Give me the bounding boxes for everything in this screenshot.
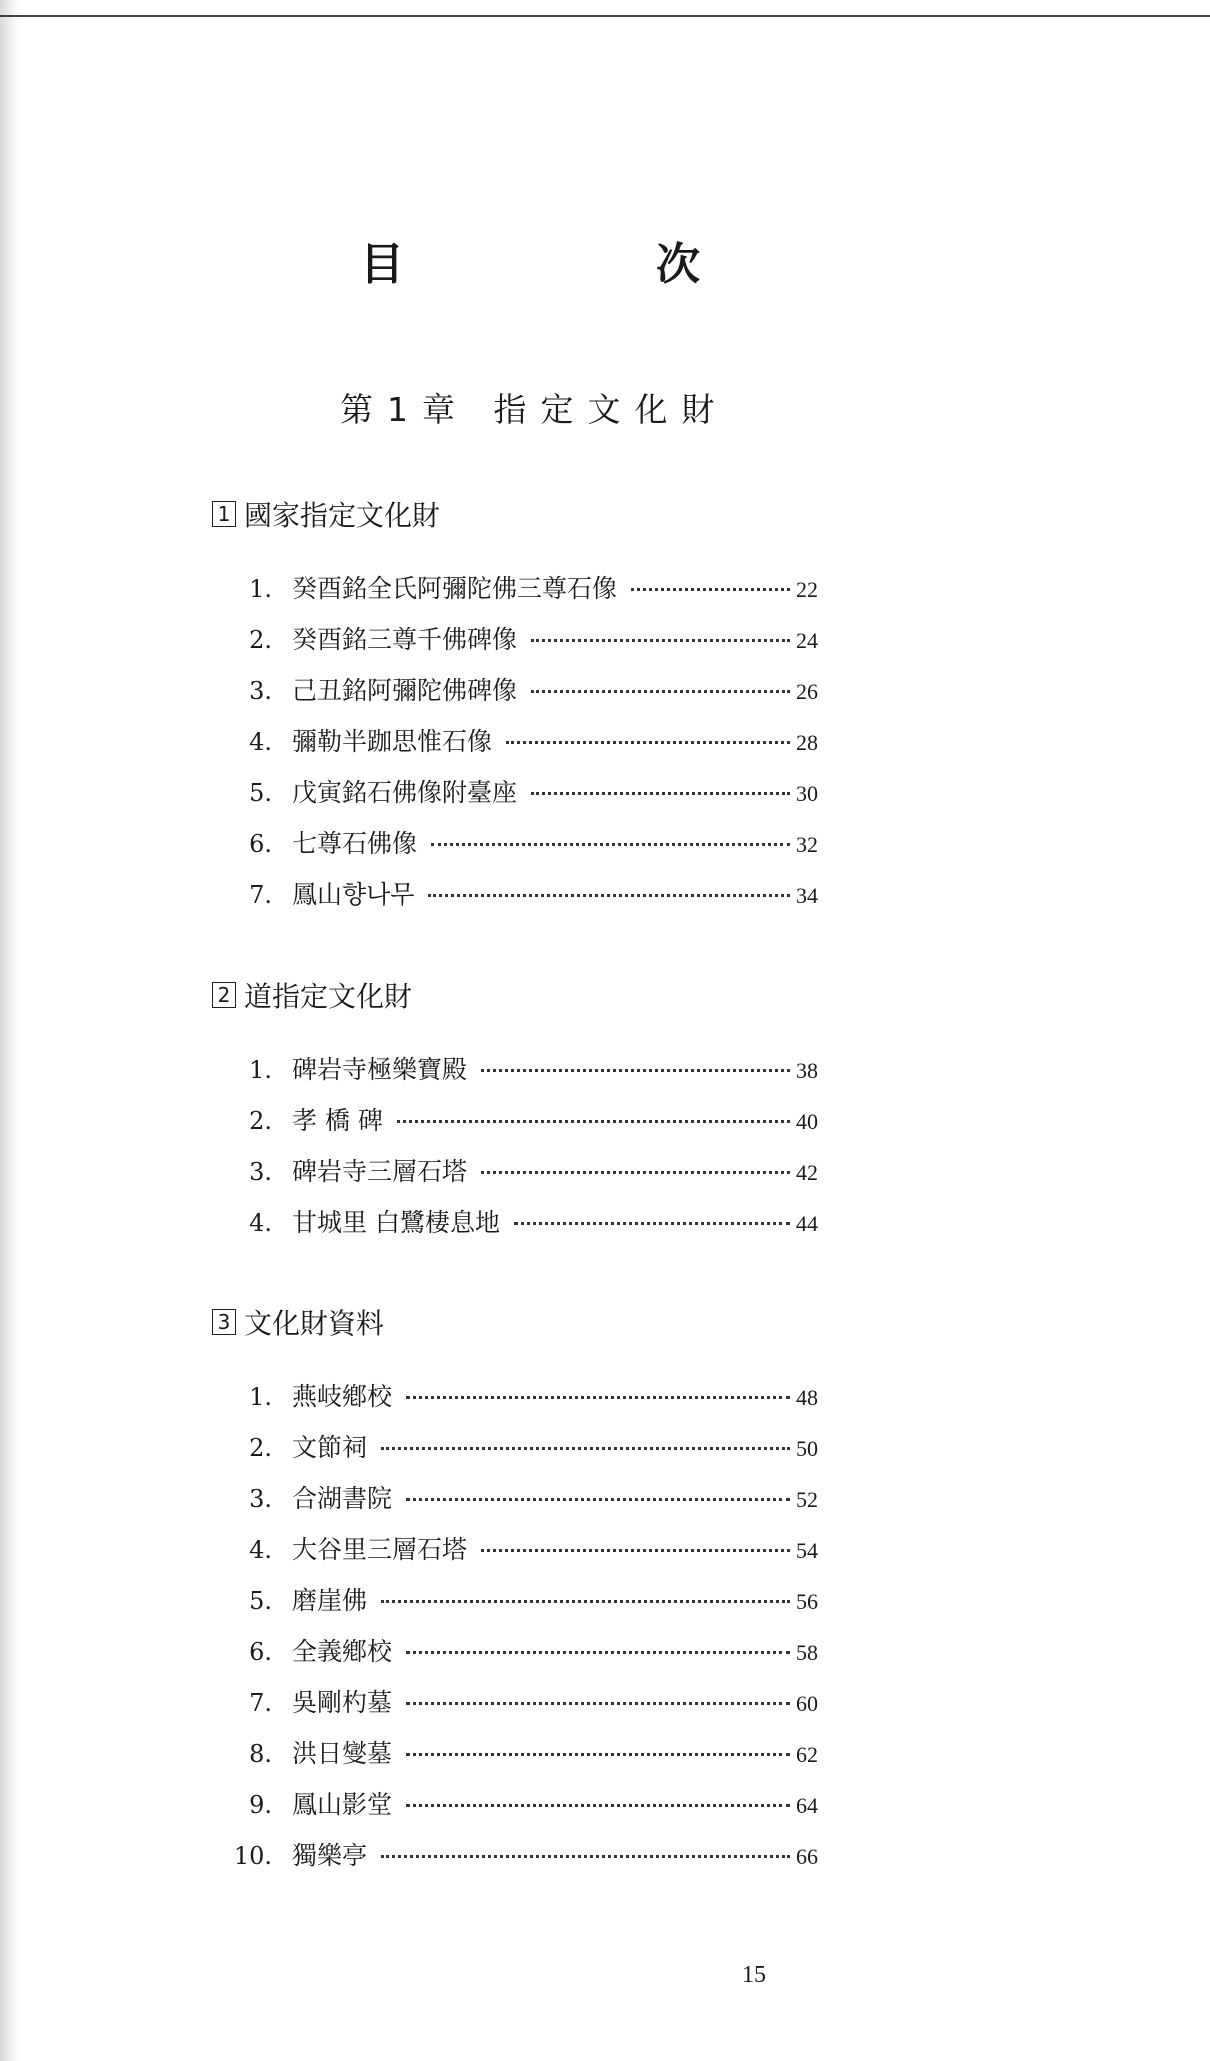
toc-entry[interactable] bbox=[212, 569, 832, 620]
entry-page-number: 44 bbox=[796, 1211, 818, 1236]
toc-entry[interactable] bbox=[212, 620, 832, 671]
entry-page-number: 66 bbox=[796, 1844, 818, 1869]
entry-page-number: 60 bbox=[796, 1691, 818, 1716]
chapter-title: 第1章 指定文化財 bbox=[340, 390, 729, 429]
entry-number: 5. bbox=[249, 1587, 272, 1615]
section-number-box: 1 bbox=[212, 501, 236, 527]
toc-entry[interactable] bbox=[212, 1203, 832, 1254]
entry-page-number: 28 bbox=[796, 730, 818, 755]
page-number: 15 bbox=[742, 1962, 766, 1988]
section-cultural-materials bbox=[212, 1302, 832, 1887]
entry-title: 磨崖佛 bbox=[292, 1586, 368, 1615]
toc-entry[interactable] bbox=[212, 1683, 832, 1734]
entry-leader-dots bbox=[514, 1222, 790, 1225]
entry-leader-dots bbox=[406, 1804, 790, 1807]
entry-number: 1. bbox=[249, 1056, 272, 1084]
entry-page-number: 30 bbox=[796, 781, 818, 806]
entry-leader-dots bbox=[406, 1753, 790, 1756]
entry-title: 大谷里三層石塔 bbox=[292, 1535, 468, 1564]
entry-page-number: 24 bbox=[796, 628, 818, 653]
entry-page-number: 50 bbox=[796, 1436, 818, 1461]
entry-leader-dots bbox=[397, 1120, 790, 1123]
entry-title: 己丑銘阿彌陀佛碑像 bbox=[292, 676, 518, 705]
section-heading bbox=[212, 494, 832, 534]
entry-leader-dots bbox=[531, 792, 790, 795]
entry-leader-dots bbox=[406, 1651, 790, 1654]
entry-number: 9. bbox=[249, 1791, 272, 1819]
entry-page-number: 52 bbox=[796, 1487, 818, 1512]
entry-leader-dots bbox=[406, 1498, 790, 1501]
section-number-box: 3 bbox=[212, 1309, 236, 1335]
toc-entry[interactable] bbox=[212, 1101, 832, 1152]
entry-title: 甘城里 白鷺棲息地 bbox=[292, 1208, 500, 1237]
toc-entry[interactable] bbox=[212, 824, 832, 875]
entry-page-number: 32 bbox=[796, 832, 818, 857]
entry-title: 碑岩寺三層石塔 bbox=[292, 1157, 468, 1186]
toc-entry[interactable] bbox=[212, 722, 832, 773]
page-binding-shadow bbox=[0, 0, 20, 2061]
entry-title: 癸酉銘三尊千佛碑像 bbox=[292, 625, 518, 654]
entry-leader-dots bbox=[531, 690, 790, 693]
toc-entry[interactable] bbox=[212, 1734, 832, 1785]
entry-title: 洪日燮墓 bbox=[292, 1739, 393, 1768]
entry-title: 燕岐鄕校 bbox=[292, 1382, 393, 1411]
entry-number: 8. bbox=[249, 1740, 272, 1768]
entry-page-number: 22 bbox=[796, 577, 818, 602]
entry-number: 3. bbox=[249, 1485, 272, 1513]
entry-leader-dots bbox=[506, 741, 790, 744]
toc-entry[interactable] bbox=[212, 1428, 832, 1479]
entry-leader-dots bbox=[481, 1069, 790, 1072]
entry-title: 碑岩寺極樂寶殿 bbox=[292, 1055, 468, 1084]
toc-entry[interactable] bbox=[212, 1632, 832, 1683]
entry-page-number: 40 bbox=[796, 1109, 818, 1134]
entry-number: 6. bbox=[249, 1638, 272, 1666]
entry-number: 2. bbox=[249, 1107, 272, 1135]
toc-entry[interactable] bbox=[212, 1152, 832, 1203]
entry-leader-dots bbox=[406, 1702, 790, 1705]
entry-leader-dots bbox=[381, 1855, 790, 1858]
title-char-left: 目 bbox=[360, 239, 404, 290]
toc-entry[interactable] bbox=[212, 1530, 832, 1581]
toc-entry[interactable] bbox=[212, 1836, 832, 1887]
entry-leader-dots bbox=[631, 588, 790, 591]
entry-number: 4. bbox=[249, 728, 272, 756]
entry-title: 全義鄕校 bbox=[292, 1637, 393, 1666]
toc-entry[interactable] bbox=[212, 1050, 832, 1101]
page-title bbox=[360, 228, 700, 292]
entry-leader-dots bbox=[431, 843, 790, 846]
toc-entry[interactable] bbox=[212, 875, 832, 926]
entry-number: 4. bbox=[249, 1209, 272, 1237]
entry-number: 3. bbox=[249, 677, 272, 705]
entry-number: 2. bbox=[249, 626, 272, 654]
entry-page-number: 48 bbox=[796, 1385, 818, 1410]
section-heading bbox=[212, 975, 832, 1015]
entry-page-number: 62 bbox=[796, 1742, 818, 1767]
entry-number: 4. bbox=[249, 1536, 272, 1564]
entry-number: 7. bbox=[249, 881, 272, 909]
page-top-edge bbox=[0, 15, 1210, 17]
entry-number: 10. bbox=[233, 1842, 272, 1870]
entry-number: 2. bbox=[249, 1434, 272, 1462]
toc-entry[interactable] bbox=[212, 671, 832, 722]
entry-leader-dots bbox=[381, 1447, 790, 1450]
section-number-box: 2 bbox=[212, 982, 236, 1008]
entry-title: 文節祠 bbox=[292, 1433, 368, 1462]
entry-title: 彌勒半跏思惟石像 bbox=[292, 727, 493, 756]
entry-title: 癸酉銘全氏阿彌陀佛三尊石像 bbox=[292, 574, 618, 603]
entry-page-number: 42 bbox=[796, 1160, 818, 1185]
entry-leader-dots bbox=[481, 1549, 790, 1552]
entry-page-number: 34 bbox=[796, 883, 818, 908]
entry-number: 1. bbox=[249, 1383, 272, 1411]
section-provincial bbox=[212, 975, 832, 1254]
toc-entry[interactable] bbox=[212, 773, 832, 824]
section-heading-label: 文化財資料 bbox=[244, 1307, 385, 1340]
entry-leader-dots bbox=[481, 1171, 790, 1174]
entry-leader-dots bbox=[428, 894, 790, 897]
section-heading bbox=[212, 1302, 832, 1342]
entry-leader-dots bbox=[381, 1600, 790, 1603]
entry-leader-dots bbox=[531, 639, 790, 642]
title-char-right: 次 bbox=[656, 239, 700, 290]
toc-entry[interactable] bbox=[212, 1377, 832, 1428]
entry-title: 七尊石佛像 bbox=[292, 829, 418, 858]
entry-page-number: 64 bbox=[796, 1793, 818, 1818]
entry-page-number: 56 bbox=[796, 1589, 818, 1614]
entry-title: 戊寅銘石佛像附臺座 bbox=[292, 778, 518, 807]
entry-page-number: 58 bbox=[796, 1640, 818, 1665]
entry-number: 5. bbox=[249, 779, 272, 807]
entry-number: 1. bbox=[249, 575, 272, 603]
section-heading-label: 道指定文化財 bbox=[244, 980, 413, 1013]
entry-title: 孝 橋 碑 bbox=[292, 1106, 383, 1135]
section-heading-label: 國家指定文化財 bbox=[244, 499, 441, 532]
toc-entry[interactable] bbox=[212, 1581, 832, 1632]
entry-title: 吳剛杓墓 bbox=[292, 1688, 393, 1717]
toc-entry[interactable] bbox=[212, 1785, 832, 1836]
entry-number: 6. bbox=[249, 830, 272, 858]
entry-page-number: 38 bbox=[796, 1058, 818, 1083]
entry-number: 3. bbox=[249, 1158, 272, 1186]
entry-leader-dots bbox=[406, 1396, 790, 1399]
toc-entry[interactable] bbox=[212, 1479, 832, 1530]
entry-page-number: 26 bbox=[796, 679, 818, 704]
entry-title: 鳳山影堂 bbox=[292, 1790, 393, 1819]
entry-title: 鳳山향나무 bbox=[292, 880, 415, 909]
section-national bbox=[212, 494, 832, 926]
entry-title: 合湖書院 bbox=[292, 1484, 393, 1513]
entry-title: 獨樂亭 bbox=[292, 1841, 368, 1870]
entry-page-number: 54 bbox=[796, 1538, 818, 1563]
entry-number: 7. bbox=[249, 1689, 272, 1717]
